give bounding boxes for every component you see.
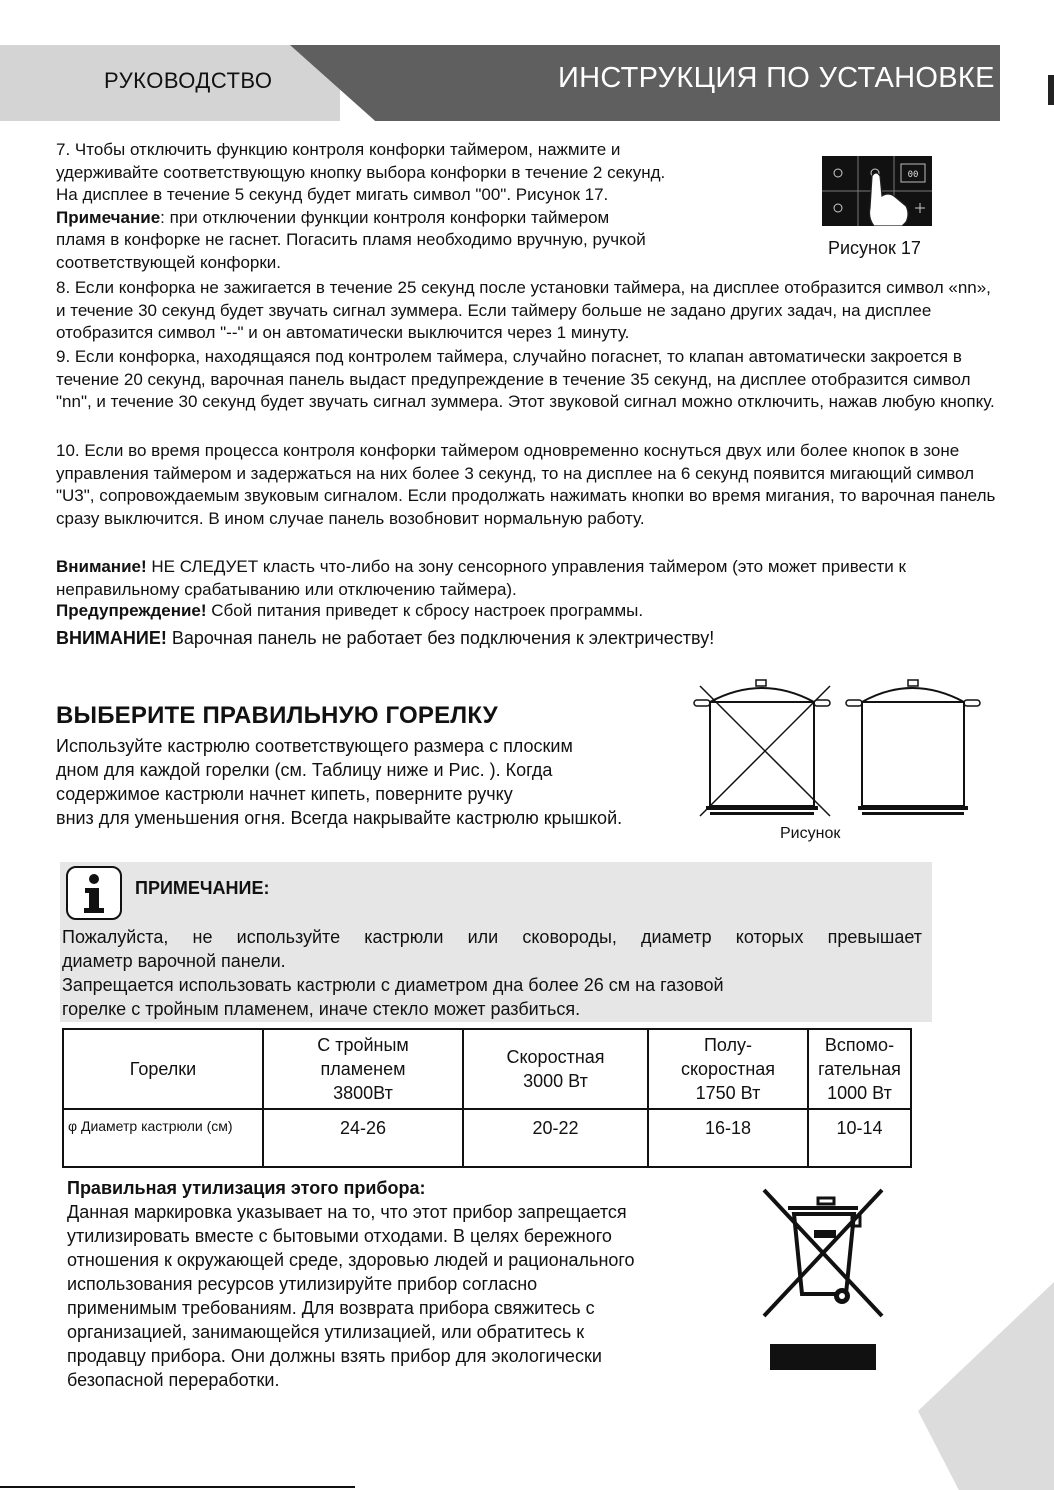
weee-bar xyxy=(770,1344,876,1370)
note-line: диаметр варочной панели. xyxy=(62,951,286,971)
warning-notice xyxy=(56,600,996,623)
item-7-line: пламя в конфорке не гаснет. Погасить пламя необходимо вручную, ручкой xyxy=(56,230,646,249)
note-line: горелке с тройным пламенем, иначе стекло может разбиться. xyxy=(62,999,581,1019)
table-cell: 10-14 xyxy=(808,1109,911,1167)
note-text xyxy=(62,925,922,1021)
burner-text-line: вниз для уменьшения огня. Всегда накрывайте кастрюлю крышкой. xyxy=(56,808,623,828)
disposal-line: применимым требованиям. Для возврата прибора свяжитесь с xyxy=(67,1298,595,1318)
wrong-pot-icon xyxy=(694,680,830,816)
display-symbol: 00 xyxy=(907,170,919,180)
pot-figure-caption: Рисунок xyxy=(780,825,841,842)
disposal-line: Данная маркировка указывает на то, что этот прибор запрещается xyxy=(67,1202,627,1222)
item-7-line: 7. Чтобы отключить функцию контроля конфорки таймером, нажмите и xyxy=(56,140,621,159)
item-7 xyxy=(56,139,776,274)
crossed-out-bin-icon xyxy=(758,1186,888,1326)
table-cell: 20-22 xyxy=(463,1109,648,1167)
table-row-label: φ Диаметр кастрюли (см) xyxy=(63,1109,263,1167)
caution-text: Варочная панель не работает без подключения к электричеству! xyxy=(166,628,715,648)
attention-text: НЕ СЛЕДУЕТ класть что-либо на зону сенсорного управления таймером (это может привести к неправильному срабатыванию или отключению таймера). xyxy=(56,557,906,599)
power-icon xyxy=(834,169,842,177)
caution-notice xyxy=(56,627,996,650)
attention-label: Внимание! xyxy=(56,557,147,576)
table-header-cell: Горелки xyxy=(63,1029,263,1109)
header-right-title: ИНСТРУКЦИЯ ПО УСТАНОВКЕ xyxy=(558,62,995,94)
figure-17-caption: Рисунок 17 xyxy=(828,238,921,258)
burner-text-line: Используйте кастрюлю соответствующего размера с плоским xyxy=(56,736,573,756)
note-text: : при отключении функции контроля конфорки таймером xyxy=(160,207,610,227)
item-8: 8. Если конфорка не зажигается в течение 25 секунд после установки таймера, на дисплее отобразится символ «nn», и течение 30 секунд будет звучать сигнал зуммера. Если таймеру больше не задано других задач, на дисплее отобразится символ "--" и он автоматически выключится через 1 минуту. xyxy=(56,278,991,342)
table-header-cell: Вспомо- гательная 1000 Вт xyxy=(808,1029,911,1109)
note-label: Примечание xyxy=(56,207,161,227)
disposal-text xyxy=(67,1200,715,1392)
disposal-line: организацией, занимающейся утилизацией, или обратитесь к xyxy=(67,1322,585,1342)
note-title: ПРИМЕЧАНИЕ: xyxy=(135,878,270,898)
table-header-cell: Скоростная 3000 Вт xyxy=(463,1029,648,1109)
header-left-title: РУКОВОДСТВО xyxy=(104,68,273,93)
note-line: Запрещается использовать кастрюли с диаметром дна более 26 см на газовой xyxy=(62,975,724,995)
table-cell: 16-18 xyxy=(648,1109,808,1167)
table-cell: 24-26 xyxy=(263,1109,463,1167)
item-7-note xyxy=(56,207,776,230)
disposal-line: утилизировать вместе с бытовыми отходами. В целях бережного xyxy=(67,1226,612,1246)
table-row xyxy=(63,1109,911,1167)
burner-table xyxy=(62,1028,912,1168)
burner-section-title: ВЫБЕРИТЕ ПРАВИЛЬНУЮ ГОРЕЛКУ xyxy=(56,702,498,729)
disposal-line: отношения к окружающей среде, здоровью людей и рационального xyxy=(67,1250,635,1270)
hand-pointer-icon xyxy=(870,173,909,226)
burner-section-text xyxy=(56,734,676,830)
pot-size-figure xyxy=(690,676,990,826)
table-header-cell: Полу- скоростная 1750 Вт xyxy=(648,1029,808,1109)
note-line: Пожалуйста, не используйте кастрюли или сковороды, диаметр которых превышает xyxy=(62,927,922,947)
display-icon xyxy=(901,164,925,182)
caution-label: ВНИМАНИЕ! xyxy=(56,628,167,648)
item-7-line: удерживайте соответствующую кнопку выбора конфорки в течение 2 секунд. xyxy=(56,162,666,182)
burner-text-line: дном для каждой горелки (см. Таблицу ниже и Рис. ). Когда xyxy=(56,760,553,780)
disposal-title: Правильная утилизация этого прибора: xyxy=(67,1178,426,1198)
minus-icon xyxy=(834,204,842,212)
item-7-line: соответствующей конфорки. xyxy=(56,252,282,272)
table-header-row xyxy=(63,1029,911,1109)
item-9: 9. Если конфорка, находящаяся под контролем таймера, случайно погаснет, то клапан автоматически закроется в течение 20 секунд, варочная панель выдаст предупреждение в течение 35 секунд, на дисплее отобразится символ "nn", и течение 30 секунд будет звучать сигнал зуммера. Этот звуковой сигнал можно отключить, нажав любую кнопку. xyxy=(56,347,995,411)
correct-pot-icon xyxy=(846,680,980,815)
plus-icon xyxy=(915,203,925,213)
info-icon xyxy=(66,866,122,920)
disposal-line: безопасной переработки. xyxy=(67,1370,280,1390)
figure-17-control-panel xyxy=(822,156,932,226)
page-edge-mark xyxy=(1048,75,1054,105)
burner-text-line: содержимое кастрюли начнет кипеть, поверните ручку xyxy=(56,784,513,804)
table-header-cell: С тройным пламенем 3800Вт xyxy=(263,1029,463,1109)
item-7-line: На дисплее в течение 5 секунд будет мигать символ "00". Рисунок 17. xyxy=(56,185,609,204)
attention-notice xyxy=(56,556,996,601)
warning-label: Предупреждение! xyxy=(56,601,207,620)
footer-line xyxy=(0,1486,355,1488)
item-10: 10. Если во время процесса контроля конфорки таймером одновременно коснуться двух или более кнопок в зоне управления таймером и задержаться на них более 3 секунд, то на дисплее на 6 секунд появится мигающий символ "U3", сопровождаемым звуковым сигналом. Если продолжать нажимать кнопки во время мигания, то варочная панель сразу выключится. В ином случае панель возобновит нормальную работу. xyxy=(56,441,996,528)
disposal-line: использования ресурсов утилизируйте прибор согласно xyxy=(67,1274,538,1294)
warning-text: Сбой питания приведет к сбросу настроек программы. xyxy=(206,601,644,620)
disposal-line: продавцу прибора. Они должны взять прибор для экологически xyxy=(67,1346,602,1366)
page-corner-decoration xyxy=(918,1282,1054,1490)
